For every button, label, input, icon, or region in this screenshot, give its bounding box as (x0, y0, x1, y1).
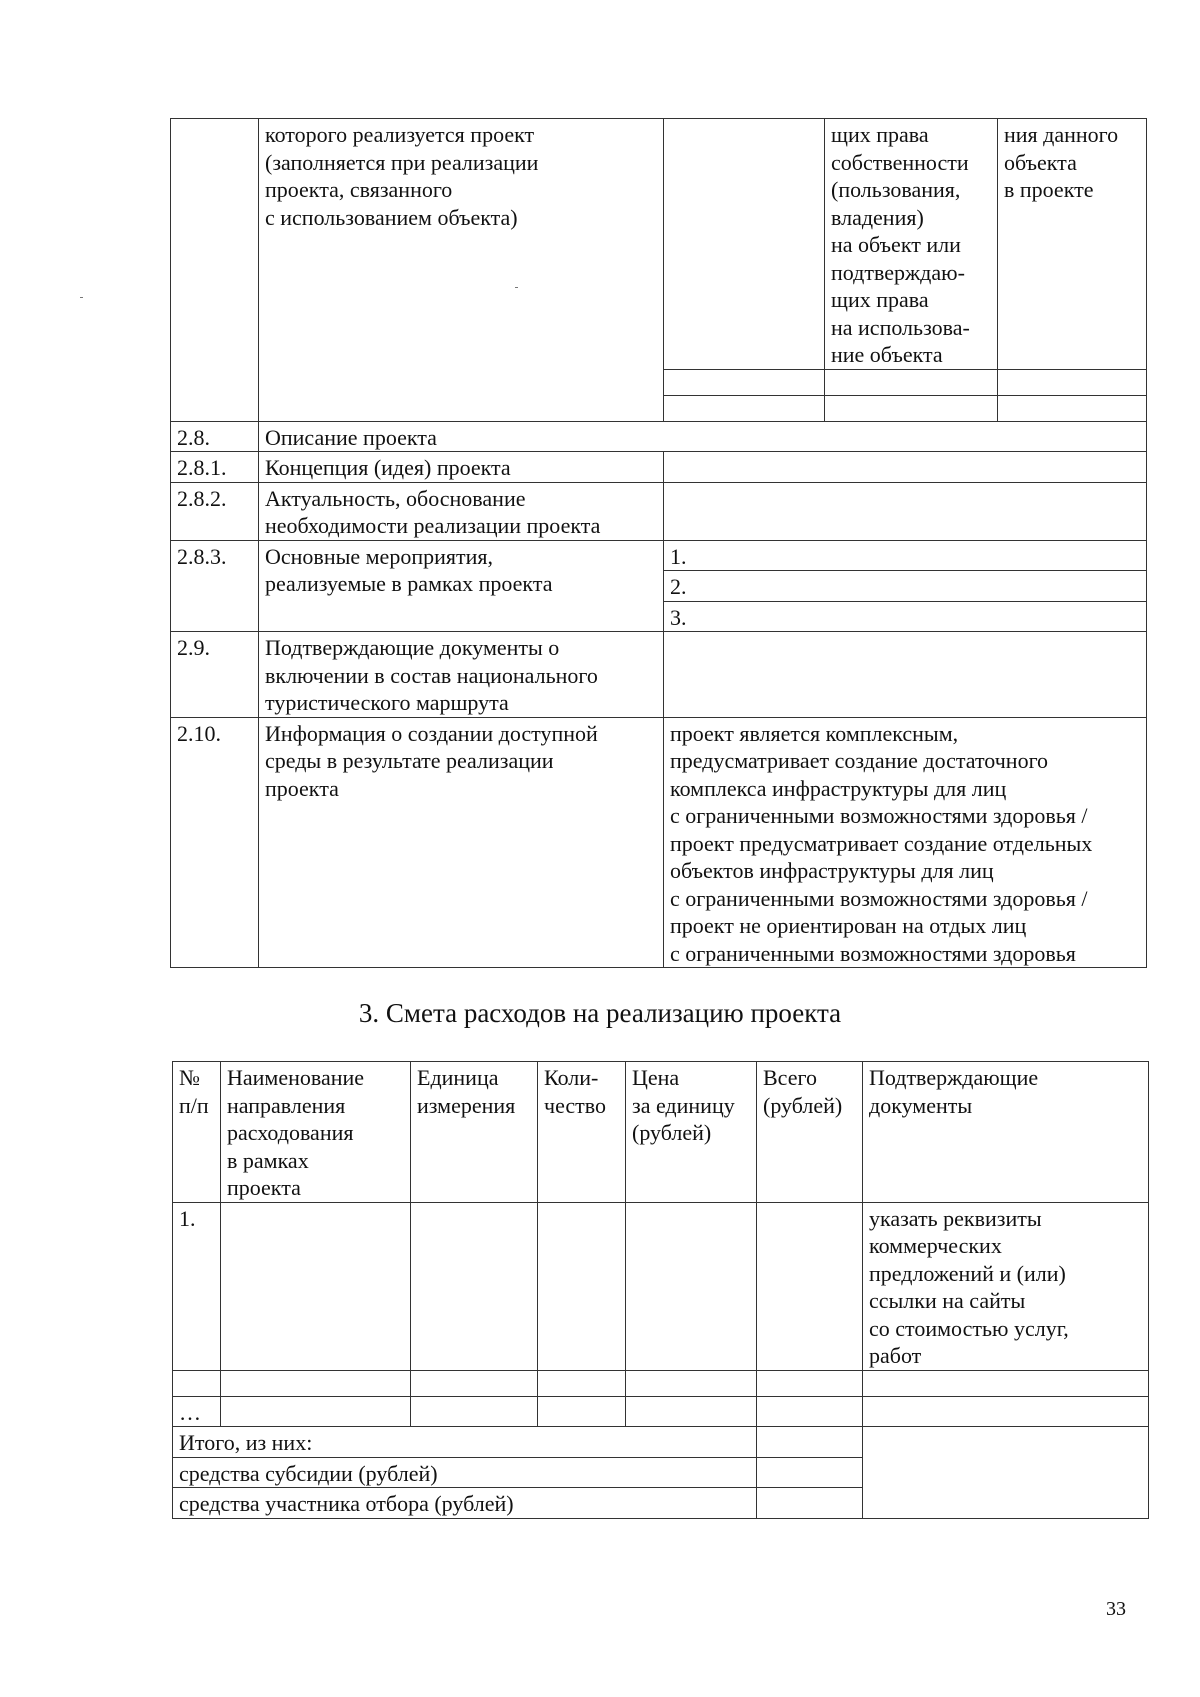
accessibility-options: проект является комплексным, предусматривает создание достаточного комплекса инфраструктуры для лиц с ограниченными возможностями здоровья / проект предусматривает создание отдельных объектов инфраструктуры для лиц с ограниченными возможностями здоровья / проект не ориентирован на отдых лиц с ограниченными возможностями здоровья (664, 717, 1147, 968)
table-row (171, 482, 1147, 540)
cell-empty (171, 119, 259, 422)
col-header-number: № п/п (173, 1062, 221, 1203)
scan-speck (80, 297, 83, 298)
object-usage-header: ния данного объекта в проекте (998, 119, 1147, 370)
col-header-name: Наименование направления расходования в рамках проекта (221, 1062, 411, 1203)
row-number: 2.8.3. (171, 540, 259, 632)
row-label: Концепция (идея) проекта (259, 452, 664, 483)
col-header-docs: Подтверждающие документы (863, 1062, 1149, 1203)
cell-empty (664, 632, 1147, 718)
activity-item: 1. (664, 540, 1147, 571)
row-ellipsis: … (173, 1396, 221, 1427)
col-header-total: Всего (рублей) (757, 1062, 863, 1203)
row-number: 2.8.1. (171, 452, 259, 483)
cell-empty (863, 1427, 1149, 1519)
page-number: 33 (1106, 1598, 1126, 1620)
row-number: 2.8.2. (171, 482, 259, 540)
table-row (171, 632, 1147, 718)
row-number: 2.8. (171, 421, 259, 452)
table-row (173, 1370, 1149, 1396)
supporting-docs-note: указать реквизиты коммерческих предложений и (или) ссылки на сайты со стоимостью услуг, работ (863, 1202, 1149, 1370)
project-info-table (170, 118, 1147, 968)
cell-empty (664, 119, 825, 370)
cell-empty (664, 482, 1147, 540)
table-row (171, 421, 1147, 452)
table-row (171, 452, 1147, 483)
table-header-row (173, 1062, 1149, 1203)
row-number: 2.9. (171, 632, 259, 718)
row-label: Описание проекта (259, 421, 1147, 452)
cell-empty (664, 452, 1147, 483)
row-number: 2.10. (171, 717, 259, 968)
row-label: Подтверждающие документы о включении в состав национального туристического маршрута (259, 632, 664, 718)
section-title: 3. Смета расходов на реализацию проекта (358, 998, 842, 1028)
activity-item: 3. (664, 601, 1147, 632)
budget-table (172, 1061, 1149, 1519)
scan-speck (515, 287, 518, 288)
ownership-docs-header: щих права собственности (пользования, владения) на объект или подтверждаю- щих права на использова- ние объекта (825, 119, 998, 370)
subsidy-label: средства субсидии (рублей) (173, 1457, 757, 1488)
activity-item: 2. (664, 571, 1147, 602)
row-label: Актуальность, обоснование необходимости реализации проекта (259, 482, 664, 540)
object-description-cell: которого реализуется проект (заполняется при реализации проекта, связанного с использованием объекта) (259, 119, 664, 422)
row-label: Основные мероприятия, реализуемые в рамках проекта (259, 540, 664, 632)
col-header-price: Цена за единицу (рублей) (626, 1062, 757, 1203)
col-header-unit: Единица измерения (411, 1062, 538, 1203)
table-row (171, 119, 1147, 370)
table-row (173, 1202, 1149, 1370)
row-label: Информация о создании доступной среды в результате реализации проекта (259, 717, 664, 968)
table-row (173, 1396, 1149, 1427)
row-number: 1. (173, 1202, 221, 1370)
participant-funds-label: средства участника отбора (рублей) (173, 1488, 757, 1519)
total-label: Итого, из них: (173, 1427, 757, 1458)
table-row (171, 540, 1147, 571)
table-row (173, 1427, 1149, 1458)
table-row (171, 717, 1147, 968)
col-header-quantity: Коли- чество (538, 1062, 626, 1203)
